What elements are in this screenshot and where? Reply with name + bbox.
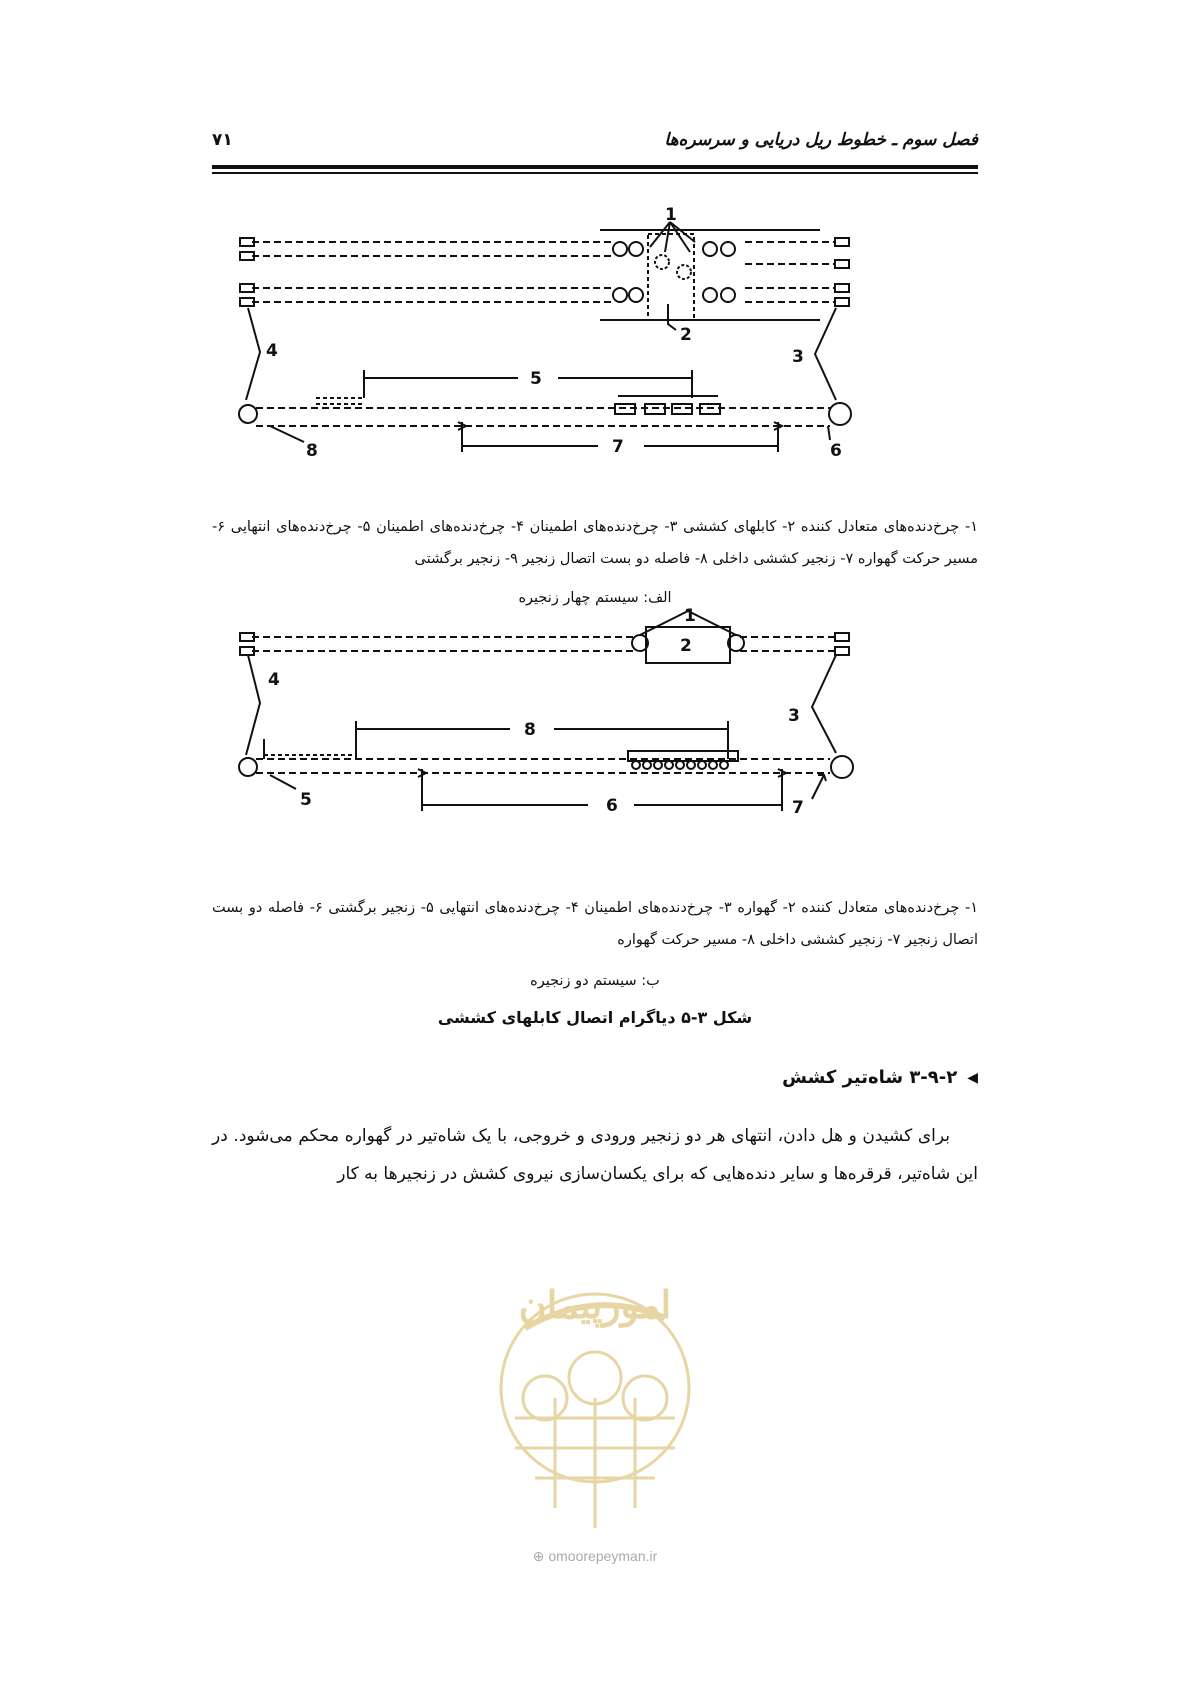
- fig-a-label-1: 1: [665, 205, 677, 225]
- triangle-left-icon: ◀: [967, 1069, 978, 1086]
- small-sheave: [676, 761, 684, 769]
- watermark-url-text: omoorepeyman.ir: [548, 1548, 658, 1564]
- small-sheave: [654, 761, 662, 769]
- fig-b-label-7: 7: [792, 798, 804, 818]
- section-heading: [782, 1067, 978, 1088]
- fig-a-label-5: 5: [530, 369, 542, 389]
- figure-a-caption: ۱- چرخ‌دنده‌های متعادل کننده ۲- کابلهای کششی ۳- چرخ‌دنده‌های اطمینان ۴- چرخ‌دنده‌های اطمینان ۵- چرخ‌دنده‌های انتهایی ۶- مسیر حرکت گهواره ۷- زنجیر کششی داخلی ۸- فاصله دو بست اتصال زنجیر ۹- زنجیر برگشتی: [212, 519, 978, 567]
- fig-b-label-8: 8: [524, 720, 536, 740]
- fig-a-label-7: 7: [612, 437, 624, 457]
- header-rule-thick: [212, 165, 978, 169]
- figure-b-caption: ۱- چرخ‌دنده‌های متعادل کننده ۲- گهواره ۳- چرخ‌دنده‌های اطمینان ۴- چرخ‌دنده‌های انتهایی ۵- زنجیر برگشتی ۶- فاصله دو بست اتصال زنجیر ۷- زنجیر کششی داخلی ۸- مسیر حرکت گهواره: [212, 900, 979, 948]
- small-sheave: [698, 761, 706, 769]
- page-number: ۷۱: [212, 130, 233, 150]
- section-heading-text: ۳-۹-۲ شاه‌تیر کشش: [782, 1067, 958, 1088]
- fig-b-label-4: 4: [268, 670, 280, 690]
- fig-b-label-5: 5: [300, 790, 312, 810]
- page-header: [212, 128, 978, 168]
- watermark-logo-text: امورپیمان: [518, 1282, 672, 1327]
- fig-a-label-6: 6: [830, 441, 842, 461]
- body-paragraph: برای کشیدن و هل دادن، انتهای هر دو زنجیر ورودی و خروجی، با یک شاه‌تیر در گهواره محکم می‌شود. در این شاه‌تیر، قرقره‌ها و سایر دنده‌هایی که برای یکسان‌سازی نیروی کشش در زنجیرها به کار: [212, 1126, 978, 1184]
- small-sheave: [643, 761, 651, 769]
- fig-a-label-4: 4: [266, 341, 278, 361]
- watermark-logo: [495, 1248, 695, 1540]
- small-sheave: [687, 761, 695, 769]
- fig-b-label-1: 1: [684, 606, 696, 626]
- fig-a-label-8: 8: [306, 441, 318, 461]
- fig-a-label-2: 2: [680, 325, 692, 345]
- fig-b-label-6: 6: [606, 796, 618, 816]
- figure-b-subtitle: ب: سیستم دو زنجیره: [530, 973, 660, 989]
- figure-a-subtitle: الف: سیستم چهار زنجیره: [518, 590, 672, 606]
- small-sheave: [665, 761, 673, 769]
- fig-a-label-3: 3: [792, 347, 804, 367]
- header-rule-thin: [212, 172, 978, 174]
- figure-four-chain-diagram: [240, 205, 940, 504]
- globe-icon: ⊕: [532, 1548, 545, 1564]
- fig-b-label-2: 2: [680, 636, 692, 656]
- small-sheave: [709, 761, 717, 769]
- small-sheave: [632, 761, 640, 769]
- watermark-url: [495, 1548, 695, 1565]
- fig-b-label-3: 3: [788, 706, 800, 726]
- chapter-title: فصل سوم ـ خطوط ریل دریایی و سرسره‌ها: [664, 130, 978, 150]
- figure-two-chain-diagram: [240, 606, 940, 875]
- small-sheave: [720, 761, 728, 769]
- figure-title: شکل ۳-۵ دیاگرام اتصال کابلهای کششی: [437, 1008, 753, 1027]
